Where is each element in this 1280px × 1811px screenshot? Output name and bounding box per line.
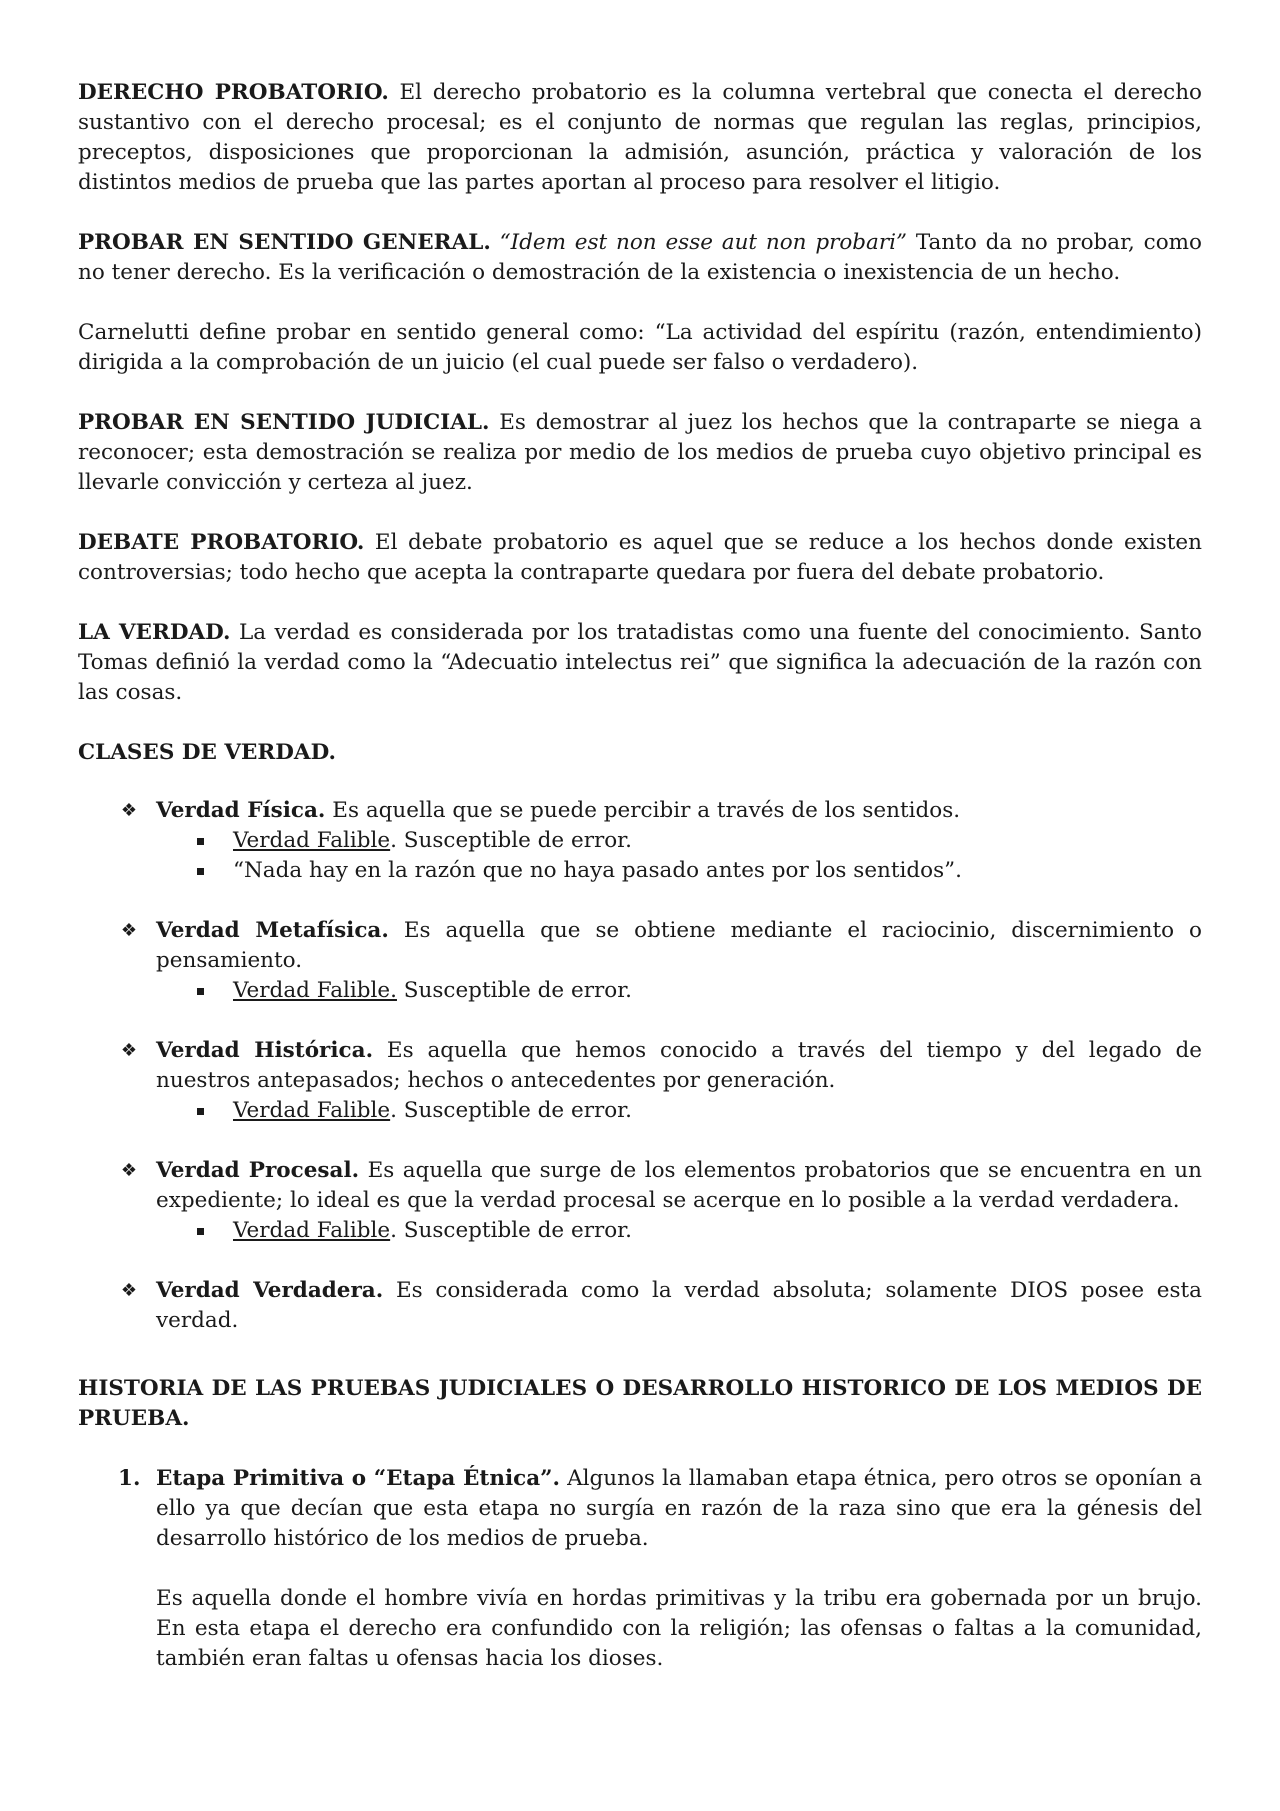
title-verdad-metafisica: Verdad Metafísica. [156,918,389,943]
text-verdad-metafisica: Es aquella que se obtiene mediante el raciocinio, discernimiento o pensamiento. [156,918,1202,973]
list-item-verdad-verdadera [78,1276,1202,1336]
underlined-label: Verdad Falible [233,1218,391,1243]
paragraph-probar-judicial [78,408,1202,498]
sublist [156,1216,1202,1246]
sublist-text: . Susceptible de error. [390,1098,632,1123]
text-verdad-verdadera: Es considerada como la verdad absoluta; solamente DIOS posee esta verdad. [156,1278,1202,1333]
square-bullet-icon [197,1228,204,1235]
list-item-etapa-primitiva [78,1464,1202,1674]
text-verdad-procesal: Es aquella que surge de los elementos probatorios que se encuentra en un expediente; lo ideal es que la verdad procesal se acerque en lo posible a la verdad verdadera. [156,1158,1202,1213]
sublist-text: . Susceptible de error. [390,1218,632,1243]
paragraph-derecho-probatorio [78,78,1202,198]
underlined-label: Verdad Falible. [233,978,397,1003]
text-etapa-primitiva-2: Es aquella donde el hombre vivía en hordas primitivas y la tribu era gobernada por un brujo. En esta etapa el derecho era confundido con la religión; las ofensas o faltas a la comunidad, también eran faltas u ofensas hacia los dioses. [156,1586,1202,1671]
square-bullet-icon [197,838,204,845]
heading-probar-general: PROBAR EN SENTIDO GENERAL. [78,230,491,255]
text-carnelutti: Carnelutti define probar en sentido general como: “La actividad del espíritu (razón, entendimiento) dirigida a la comprobación de un juicio (el cual puede ser falso o verdadero). [78,320,1202,375]
diamond-bullet-icon: ❖ [120,1160,138,1181]
list-number: 1. [118,1466,141,1491]
sublist [156,826,1202,886]
diamond-bullet-icon: ❖ [120,1040,138,1061]
diamond-bullet-icon: ❖ [120,1280,138,1301]
paragraph-debate-probatorio [78,528,1202,588]
latin-quote: “Idem est non esse aut non probari” [499,230,908,255]
sublist-item [156,1096,1202,1126]
truth-classes-list [78,796,1202,1336]
text-verdad-historica: Es aquella que hemos conocido a través del tiempo y del legado de nuestros antepasados; hechos o antecedentes por generación. [156,1038,1203,1093]
heading-historia: HISTORIA DE LAS PRUEBAS JUDICIALES O DESARROLLO HISTORICO DE LOS MEDIOS DE PRUEBA. [78,1376,1202,1431]
title-verdad-historica: Verdad Histórica. [156,1038,374,1063]
square-bullet-icon [197,868,204,875]
square-bullet-icon [197,988,204,995]
text-etapa-primitiva: Algunos la llamaban etapa étnica, pero otros se oponían a ello ya que decían que esta etapa no surgía en razón de la raza sino que era la génesis del desarrollo histórico de los medios de prueba. [156,1466,1203,1551]
heading-debate-probatorio: DEBATE PROBATORIO. [78,530,365,555]
text-probar-general: Tanto da no probar, como no tener derecho. Es la verificación o demostración de la existencia o inexistencia de un hecho. [78,230,1202,285]
paragraph-carnelutti [78,318,1202,378]
sublist-item [156,1216,1202,1246]
text-probar-judicial: Es demostrar al juez los hechos que la contraparte se niega a reconocer; esta demostración se realiza por medio de los medios de prueba cuyo objetivo principal es llevarle convicción y certeza al juez. [78,410,1202,495]
title-etapa-primitiva: Etapa Primitiva o “Etapa Étnica”. [156,1466,561,1491]
diamond-bullet-icon: ❖ [120,800,138,821]
list-item-verdad-historica [78,1036,1202,1126]
title-verdad-fisica: Verdad Física. [156,798,326,823]
heading-la-verdad: LA VERDAD. [78,620,231,645]
diamond-bullet-icon: ❖ [120,920,138,941]
text-verdad-fisica: Es aquella que se puede percibir a través de los sentidos. [332,798,961,823]
title-verdad-procesal: Verdad Procesal. [156,1158,360,1183]
sublist-text: Susceptible de error. [396,978,632,1003]
heading-clases-de-verdad: CLASES DE VERDAD. [78,740,336,765]
sublist-item [156,826,1202,856]
text-derecho-probatorio: El derecho probatorio es la columna vertebral que conecta el derecho sustantivo con el derecho procesal; es el conjunto de normas que regulan las reglas, principios, preceptos, disposiciones que proporcionan la admisión, asunción, práctica y valoración de los distintos medios de prueba que las partes aportan al proceso para resolver el litigio. [78,80,1202,195]
underlined-label: Verdad Falible [233,1098,391,1123]
square-bullet-icon [197,1108,204,1115]
heading-derecho-probatorio: DERECHO PROBATORIO. [78,80,389,105]
text-la-verdad: La verdad es considerada por los tratadistas como una fuente del conocimiento. Santo Tomas definió la verdad como la “Adecuatio intelectus rei” que significa la adecuación de la razón con las cosas. [78,620,1202,705]
list-item-verdad-procesal [78,1156,1202,1246]
list-item-verdad-metafisica [78,916,1202,1006]
underlined-label: Verdad Falible [233,828,391,853]
paragraph-la-verdad [78,618,1202,708]
sublist-text: “Nada hay en la razón que no haya pasado antes por los sentidos”. [233,858,962,883]
sublist-text: . Susceptible de error. [390,828,632,853]
historical-stages-list [78,1464,1202,1674]
list-item-verdad-fisica [78,796,1202,886]
paragraph-probar-general [78,228,1202,288]
sublist-item [156,976,1202,1006]
sublist-item [156,856,1202,886]
text-debate-probatorio: El debate probatorio es aquel que se reduce a los hechos donde existen controversias; todo hecho que acepta la contraparte quedara por fuera del debate probatorio. [78,530,1202,585]
sublist [156,976,1202,1006]
sublist [156,1096,1202,1126]
title-verdad-verdadera: Verdad Verdadera. [156,1278,384,1303]
heading-probar-judicial: PROBAR EN SENTIDO JUDICIAL. [78,410,490,435]
